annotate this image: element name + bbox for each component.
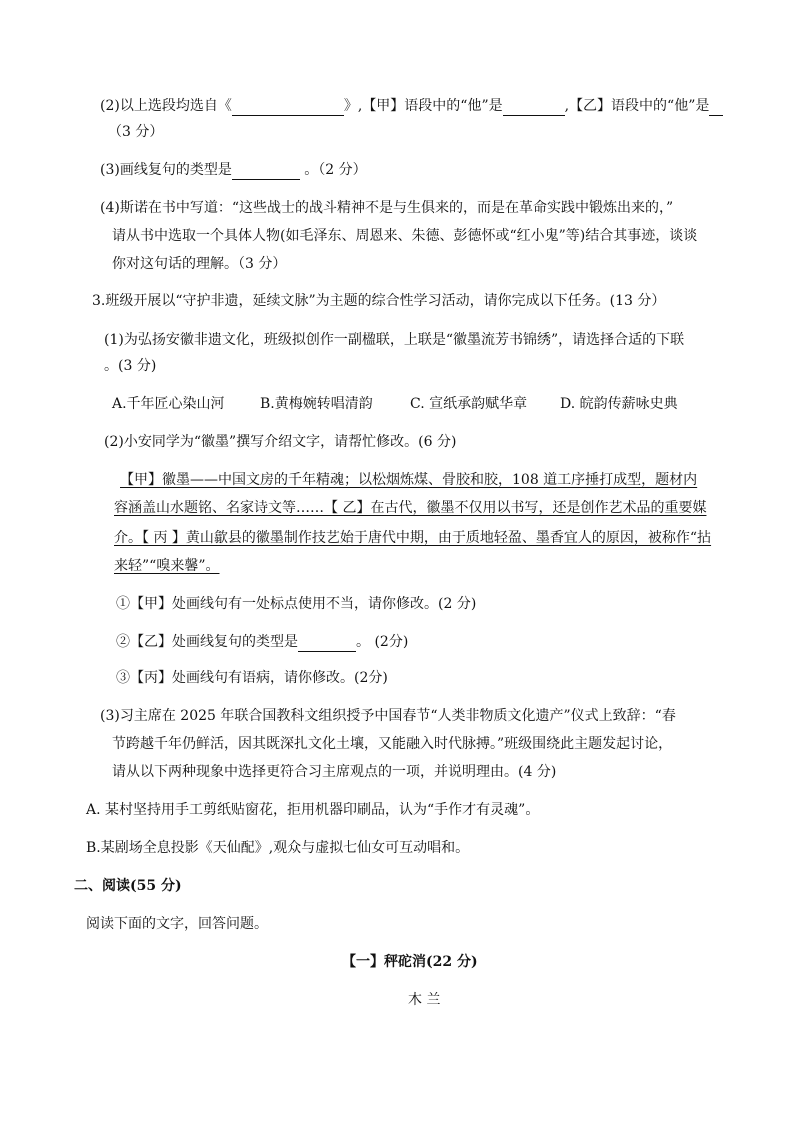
huimo-paragraph-line-1: 【甲】徽墨——中国文房的千年精魂；以松烟炼煤、骨胶和胶，108 道工序捶打成型，题材内 xyxy=(120,472,698,488)
answer-blank-book-title[interactable] xyxy=(232,99,344,116)
task-3-title: 3.班级开展以“守护非遗，延续文脉”为主题的综合性学习活动，请你完成以下任务。(13 分） xyxy=(92,293,666,309)
task-3-sub-3-line-3: 请从以下两种现象中选择更符合习主席观点的一项，并说明理由。(4 分) xyxy=(112,764,557,780)
question-3-text-a: (3)画线复句的类型是 xyxy=(100,162,232,178)
question-4-line-3: 你对这句话的理解。（3 分） xyxy=(112,256,287,272)
question-4-line-1: (4)斯诺在书中写道：“这些战士的战斗精神不是与生俱来的，而是在革命实践中锻炼出来的，” xyxy=(100,200,674,216)
option-d: D. 皖韵传薪咏史典 xyxy=(560,396,678,412)
question-4-line-2: 请从书中选取一个具体人物(如毛泽东、周恩来、朱德、彭德怀或“红小鬼”等)结合其事迹，谈谈 xyxy=(112,228,698,244)
sub-2-item-3: ③【丙】处画线句有语病，请你修改。(2分) xyxy=(116,670,388,686)
task-3-sub-3-line-1: (3)习主席在 2025 年联合国教科文组织授予中国春节“人类非物质文化遗产”仪式上致辞：“春 xyxy=(100,708,676,724)
sub-2-item-2 xyxy=(116,632,408,652)
answer-blank-sentence-type[interactable] xyxy=(232,163,300,180)
sub-2-item-1: ①【甲】处画线句有一处标点使用不当，请你修改。(2 分) xyxy=(116,596,477,612)
question-2-score: （3 分） xyxy=(108,124,164,140)
section-2-title: 二、阅读(55 分) xyxy=(74,878,182,894)
phenomenon-option-a: A. 某村坚持用手工剪纸贴窗花，拒用机器印刷品，认为“手作才有灵魂”。 xyxy=(86,802,540,818)
option-a: A.千年匠心染山河 xyxy=(112,396,225,412)
question-3-line xyxy=(100,160,367,180)
huimo-paragraph-line-2: 容涵盖山水题铭、名家诗文等……【 乙】在古代，徽墨不仅用以书写，还是创作艺术品的重要媒 xyxy=(114,500,707,516)
answer-blank-jia-he[interactable] xyxy=(503,99,565,116)
task-3-sub-1-line-1: (1)为弘扬安徽非遗文化，班级拟创作一副楹联，上联是“徽墨流芳书锦绣”，请选择合适的下联 xyxy=(104,332,685,348)
sub-2-item-2-text-b: 。 (2分) xyxy=(356,634,409,650)
reading-1-title: 【一】秤砣消(22 分) xyxy=(342,954,478,970)
question-2-text-c: ,【乙】语段中的“他”是 xyxy=(564,98,710,114)
phenomenon-option-b: B.某剧场全息投影《天仙配》,观众与虚拟七仙女可互动唱和。 xyxy=(86,840,470,856)
task-3-sub-1-line-2: 。(3 分) xyxy=(104,358,157,374)
answer-blank-yi-type[interactable] xyxy=(298,635,356,652)
question-2-line-1 xyxy=(100,96,723,116)
option-b: B.黄梅婉转唱清韵 xyxy=(260,396,373,412)
section-2-intro: 阅读下面的文字，回答问题。 xyxy=(86,916,268,932)
task-3-sub-2-title: (2)小安同学为“徽墨”撰写介绍文字，请帮忙修改。(6 分) xyxy=(104,434,457,450)
reading-1-author: 木 兰 xyxy=(408,992,441,1008)
task-3-sub-3-line-2: 节跨越千年仍鲜活，因其既深扎文化土壤，又能融入时代脉搏。”班级围绕此主题发起讨论， xyxy=(112,736,673,752)
option-c: C. 宣纸承韵赋华章 xyxy=(410,396,528,412)
question-2-text-b: 》,【甲】语段中的“他”是 xyxy=(343,98,503,114)
huimo-paragraph-line-3: 介。【 丙 】黄山歙县的徽墨制作技艺始于唐代中期，由于质地轻盈、墨香宜人的原因，被称作“拈 xyxy=(114,530,712,546)
question-3-text-b: 。（2 分） xyxy=(299,162,367,178)
huimo-paragraph-line-4: 来轻”“嗅来馨”。 xyxy=(114,558,220,574)
sub-2-item-2-text-a: ②【乙】处画线复句的类型是 xyxy=(116,634,298,650)
answer-blank-yi-he[interactable] xyxy=(709,99,723,116)
question-2-text-a: (2)以上选段均选自《 xyxy=(100,98,232,114)
